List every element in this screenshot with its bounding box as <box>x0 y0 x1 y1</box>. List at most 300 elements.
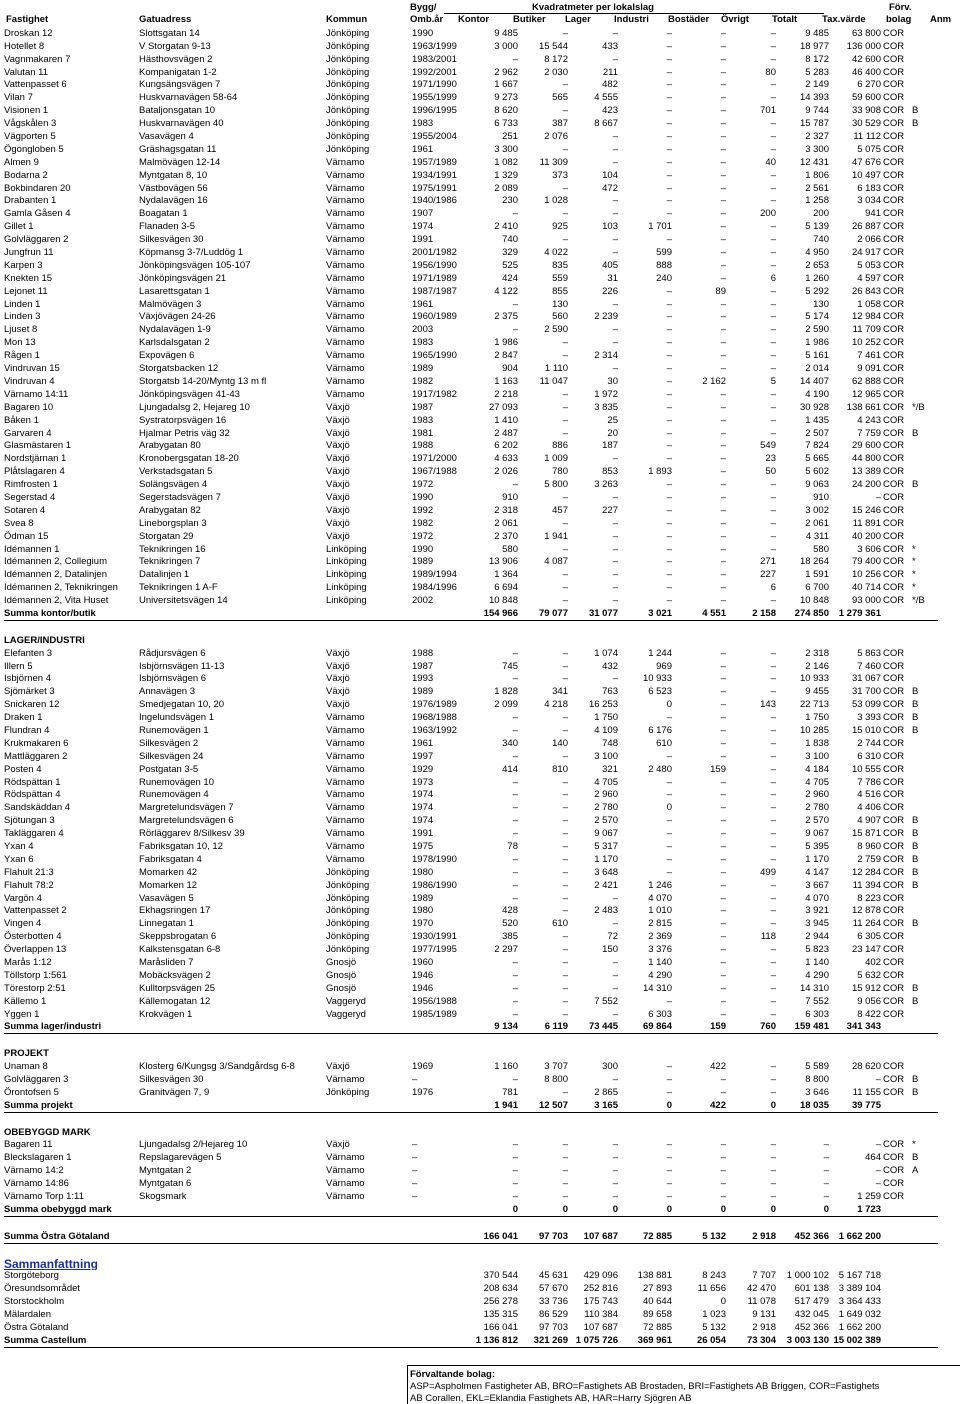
table-cell: – <box>720 1139 726 1151</box>
table-cell: 1970 <box>412 918 434 930</box>
table-cell: 1 075 726 <box>568 1334 618 1347</box>
table-cell: – <box>666 169 672 181</box>
table-cell <box>906 465 938 478</box>
table-cell: Knekten 15 <box>4 272 53 284</box>
table-cell: 10 555 <box>851 763 881 775</box>
table-cell: 7 460 <box>857 660 881 672</box>
table-cell: – <box>720 530 726 542</box>
table-cell: 3 021 <box>618 607 672 620</box>
table-cell: Runemovägen 10 <box>139 776 214 788</box>
table-cell: Värnamo <box>326 815 365 827</box>
table-cell: 4 122 <box>494 285 518 297</box>
table-cell: 59 600 <box>851 92 881 104</box>
table-cell: 50 <box>765 466 776 478</box>
table-cell: 256 278 <box>483 1296 518 1308</box>
table-cell <box>326 1334 410 1347</box>
table-cell: COR <box>883 1178 905 1190</box>
table-cell: B <box>912 866 919 878</box>
table-cell: 5 317 <box>594 841 618 852</box>
table-cell: – <box>512 776 518 788</box>
table-cell <box>906 956 938 969</box>
table-cell: 6 700 <box>805 582 829 594</box>
table-cell: 1975/1991 <box>412 182 457 194</box>
table-cell: 1 140 <box>805 957 829 969</box>
table-cell: – <box>720 479 726 491</box>
table-cell: 4 190 <box>805 388 829 400</box>
table-cell: – <box>720 169 726 181</box>
table-cell: – <box>770 815 776 827</box>
table-cell: 2 744 <box>857 737 881 749</box>
table-cell: 2 318 <box>494 504 518 516</box>
table-cell: – <box>720 156 726 168</box>
col-header-totalt: Totalt <box>772 14 798 25</box>
table-cell: – <box>823 1165 829 1177</box>
table-cell: Vågskålen 3 <box>4 118 57 130</box>
table-cell: – <box>720 569 726 581</box>
table-cell: – <box>562 905 568 917</box>
table-cell: – <box>562 828 568 840</box>
table-cell: 1 010 <box>648 905 672 917</box>
table-cell: – <box>612 582 618 594</box>
table-cell <box>906 323 938 336</box>
col-header-ovrigt: Övrigt <box>721 14 749 25</box>
table-cell: 3 835 <box>594 401 618 413</box>
table-cell: 72 885 <box>618 1230 672 1243</box>
table-cell: Värnamo 14:2 <box>4 1165 64 1177</box>
table-cell: 886 <box>552 440 568 452</box>
table-cell: – <box>720 517 726 529</box>
table-cell: 1 170 <box>805 853 829 865</box>
table-cell: – <box>666 427 672 439</box>
table-cell: 89 <box>715 285 726 297</box>
table-cell: B <box>912 686 919 698</box>
table-cell: – <box>770 79 776 91</box>
table-cell: B <box>912 828 919 840</box>
table-cell <box>906 40 938 53</box>
table-cell: Bataljonsgatan 10 <box>139 105 216 117</box>
table-cell: 8 620 <box>494 105 518 117</box>
table-cell <box>139 1021 326 1034</box>
table-cell: 1981 <box>412 427 434 439</box>
table-cell: 8 960 <box>857 841 881 852</box>
table-cell: 31 700 <box>851 686 881 698</box>
table-cell: – <box>720 815 726 827</box>
table-cell: – <box>720 789 726 801</box>
table-cell: 549 <box>760 440 776 452</box>
table-cell: – <box>562 776 568 788</box>
table-cell: 9 744 <box>805 105 829 117</box>
table-row <box>4 375 938 388</box>
table-cell: – <box>770 169 776 181</box>
table-row <box>4 814 938 827</box>
table-cell: – <box>720 337 726 349</box>
table-cell: Värnamo <box>326 1191 365 1203</box>
summary-row <box>4 1282 938 1295</box>
table-cell: Hästhovsvägen 2 <box>139 53 213 65</box>
table-cell: Linden 3 <box>4 311 41 323</box>
table-cell: Värnamo <box>326 1074 365 1086</box>
table-cell <box>326 1099 410 1112</box>
table-cell: * <box>912 543 916 555</box>
table-cell: – <box>562 866 568 878</box>
table-cell: 520 <box>502 918 518 930</box>
table-cell: 3 707 <box>544 1061 568 1073</box>
table-cell: 5 823 <box>805 944 829 956</box>
table-cell: 5 665 <box>805 453 829 465</box>
table-cell: – <box>612 1139 618 1151</box>
table-cell: – <box>666 337 672 349</box>
table-cell: Värnamo <box>326 324 365 336</box>
table-cell: COR <box>883 802 905 814</box>
table-cell: Rörläggarev 8/Silkesv 39 <box>139 828 245 840</box>
table-row <box>4 568 938 581</box>
summary-row <box>4 1321 938 1334</box>
table-cell: – <box>720 673 726 685</box>
table-cell: Glasmästaren 1 <box>4 440 72 452</box>
table-cell: – <box>562 143 568 155</box>
table-cell: 166 041 <box>483 1321 518 1333</box>
table-cell: 26 843 <box>851 285 881 297</box>
table-cell: Värnamo Torp 1:11 <box>4 1191 84 1203</box>
table-row <box>4 465 938 478</box>
table-cell <box>906 943 938 956</box>
table-cell: Värnamo <box>326 195 365 207</box>
table-cell: 414 <box>502 763 518 775</box>
table-cell: – <box>562 724 568 736</box>
table-cell: – <box>562 350 568 362</box>
table-cell: – <box>770 841 776 852</box>
table-cell: 6 176 <box>648 724 672 736</box>
table-cell: 8 243 <box>702 1270 726 1282</box>
table-cell: 329 <box>502 247 518 259</box>
table-cell: 1 028 <box>544 195 568 207</box>
table-row <box>4 827 938 840</box>
table-cell: – <box>562 337 568 349</box>
table-cell: 4 243 <box>857 414 881 426</box>
table-cell: Summa kontor/butik <box>4 607 139 620</box>
table-cell: – <box>720 491 726 503</box>
table-cell: COR <box>883 504 905 516</box>
table-cell: 2 759 <box>857 853 881 865</box>
table-cell: 2 480 <box>648 763 672 775</box>
table-cell: – <box>562 647 568 659</box>
table-cell: – <box>666 491 672 503</box>
table-cell: – <box>770 789 776 801</box>
table-cell: Klosterg 6/Kungsg 3/Sandgårdsg 6-8 <box>139 1061 295 1073</box>
table-cell: Jönköping <box>326 905 370 917</box>
table-cell: – <box>666 556 672 568</box>
table-cell: COR <box>883 324 905 336</box>
table-cell: Jönköpingsvägen 21 <box>139 272 227 284</box>
table-cell: 274 850 <box>776 607 829 620</box>
table-cell: 810 <box>552 763 568 775</box>
table-cell: 15 010 <box>851 724 881 736</box>
table-cell: – <box>875 1178 881 1190</box>
table-cell: 7 552 <box>805 995 829 1007</box>
table-row <box>4 53 938 66</box>
table-cell: Karpen 3 <box>4 259 43 271</box>
table-cell: 1930/1991 <box>412 931 457 943</box>
spacer-cell <box>4 620 938 633</box>
table-cell: 11 891 <box>852 517 881 529</box>
table-cell: – <box>770 40 776 52</box>
table-cell: – <box>612 247 618 259</box>
col-header-butiker: Butiker <box>513 14 546 25</box>
table-cell: 1 009 <box>544 453 568 465</box>
table-cell: – <box>666 105 672 117</box>
table-cell: 2 960 <box>594 789 618 801</box>
table-cell: Almen 9 <box>4 156 39 168</box>
table-cell: 86 529 <box>538 1309 568 1321</box>
table-cell: 4 087 <box>544 556 568 568</box>
table-cell: – <box>512 479 518 491</box>
table-row <box>4 594 938 607</box>
table-cell: – <box>612 363 618 375</box>
table-cell: 2 061 <box>805 517 829 529</box>
table-cell: 138 881 <box>637 1270 672 1282</box>
table-cell: 8 800 <box>544 1074 568 1086</box>
table-cell: 5 <box>770 375 776 387</box>
table-cell <box>139 1203 326 1216</box>
table-cell: 340 <box>502 737 518 749</box>
table-cell: – <box>720 388 726 400</box>
table-cell: – <box>770 905 776 917</box>
table-cell <box>906 1308 938 1321</box>
table-cell: – <box>612 957 618 969</box>
table-cell: Växjö <box>326 517 350 529</box>
table-cell: – <box>512 53 518 65</box>
table-cell: – <box>612 195 618 207</box>
table-cell: 29 600 <box>851 440 881 452</box>
table-cell: 4 218 <box>544 699 568 711</box>
spacer-cell <box>4 1112 938 1125</box>
table-cell <box>906 440 938 453</box>
table-cell: Österbotten 4 <box>4 931 62 943</box>
table-cell: Systratorpsvägen 16 <box>139 414 227 426</box>
table-cell: – <box>512 957 518 969</box>
table-cell: – <box>562 1086 568 1098</box>
table-cell: – <box>562 208 568 220</box>
table-cell: COR <box>883 569 905 581</box>
table-row <box>4 323 938 336</box>
table-row <box>4 724 938 737</box>
table-cell: 9 067 <box>594 828 618 840</box>
table-cell: 1989 <box>412 556 434 568</box>
table-cell: Fabriksgatan 10, 12 <box>139 841 223 852</box>
table-cell: COR <box>883 699 905 711</box>
table-cell: – <box>666 27 672 39</box>
table-cell: Jönköping <box>326 66 370 78</box>
table-cell: – <box>720 853 726 865</box>
table-cell: – <box>666 363 672 375</box>
table-cell: COR <box>883 272 905 284</box>
table-cell: – <box>666 815 672 827</box>
table-cell: Summa lager/industri <box>4 1021 139 1034</box>
table-cell: 4 022 <box>544 247 568 259</box>
table-cell: 2 487 <box>494 427 518 439</box>
table-cell: COR <box>883 530 905 542</box>
spacer-row <box>4 1112 938 1125</box>
table-cell: 11 155 <box>852 1086 881 1098</box>
table-cell: 2 780 <box>594 802 618 814</box>
table-cell: Silkesvägen 24 <box>139 750 204 762</box>
table-cell: 1 986 <box>805 337 829 349</box>
table-cell: COR <box>883 1061 905 1073</box>
table-cell: COR <box>883 647 905 659</box>
table-row <box>4 930 938 943</box>
table-cell: 560 <box>552 311 568 323</box>
table-cell: COR <box>883 298 905 310</box>
table-cell: – <box>562 1139 568 1151</box>
table-cell: 11 709 <box>852 324 881 336</box>
table-cell: – <box>666 1165 672 1177</box>
table-cell <box>906 414 938 427</box>
table-cell: 5 395 <box>805 841 829 852</box>
table-cell: – <box>770 118 776 130</box>
table-row <box>4 336 938 349</box>
subtotal-row <box>4 1334 938 1347</box>
table-cell: – <box>612 1165 618 1177</box>
table-cell: 1934/1991 <box>412 169 457 181</box>
table-cell: 6 303 <box>805 1008 829 1020</box>
table-cell: COR <box>883 414 905 426</box>
table-cell: 2003 <box>412 324 434 336</box>
table-cell: 208 634 <box>483 1283 518 1295</box>
table-cell: 226 <box>602 285 618 297</box>
table-cell: – <box>720 582 726 594</box>
table-cell: 1982 <box>412 375 434 387</box>
subtotal-row <box>4 607 938 620</box>
table-cell: Lineborgsplan 3 <box>139 517 207 529</box>
table-cell <box>906 517 938 530</box>
table-cell: 2 030 <box>544 66 568 78</box>
table-cell: COR <box>883 479 905 491</box>
table-cell: – <box>612 27 618 39</box>
table-row <box>4 491 938 504</box>
table-cell: 10 252 <box>851 337 881 349</box>
table-cell: Jönköping <box>326 92 370 104</box>
table-cell: 12 984 <box>851 311 881 323</box>
table-cell <box>326 1203 410 1216</box>
table-cell: Växjö <box>326 401 350 413</box>
table-cell: – <box>562 802 568 814</box>
table-cell: 11 078 <box>747 1296 776 1308</box>
table-cell: Jönköping <box>326 892 370 904</box>
table-cell: 5 174 <box>805 311 829 323</box>
table-row <box>4 698 938 711</box>
table-cell: 1996/1995 <box>412 105 457 117</box>
table-cell: Runemovägen 1 <box>139 724 209 736</box>
table-cell: Linköping <box>326 569 367 581</box>
table-cell: – <box>770 543 776 555</box>
table-cell: 7 759 <box>857 427 881 439</box>
table-cell: Visionen 1 <box>4 105 49 117</box>
table-cell: – <box>612 337 618 349</box>
table-cell: 1 279 361 <box>829 607 881 620</box>
table-cell: 150 <box>602 944 618 956</box>
table-cell: – <box>720 414 726 426</box>
table-cell: – <box>666 1178 672 1190</box>
table-cell: 0 <box>666 699 672 711</box>
table-cell: 9 131 <box>752 1309 776 1321</box>
table-cell: Jönköping <box>326 143 370 155</box>
table-cell <box>906 1190 938 1203</box>
table-cell: Granitvägen 7, 9 <box>139 1086 210 1098</box>
table-cell: 1 723 <box>829 1203 881 1216</box>
table-cell: – <box>666 543 672 555</box>
table-cell: – <box>666 712 672 724</box>
table-cell: – <box>512 208 518 220</box>
table-cell: Rödspättan 4 <box>4 789 61 801</box>
table-cell: Jönköpingsvägen 105-107 <box>139 259 251 271</box>
table-cell: 0 <box>776 1203 829 1216</box>
table-cell <box>139 1282 326 1295</box>
table-cell: 5 053 <box>857 259 881 271</box>
table-cell: 230 <box>502 195 518 207</box>
table-cell: Isbjörnsvägen 11-13 <box>139 660 225 672</box>
table-cell: Nordstjärnan 1 <box>4 453 67 465</box>
table-cell: Storgatsbacken 12 <box>139 363 219 375</box>
table-cell: COR <box>883 944 905 956</box>
table-cell: 24 917 <box>851 247 881 259</box>
table-cell: B <box>912 1074 919 1086</box>
table-cell <box>410 1321 460 1334</box>
table-cell: 200 <box>760 208 776 220</box>
table-cell: 565 <box>552 92 568 104</box>
table-cell <box>881 1295 906 1308</box>
table-cell: – <box>823 1152 829 1164</box>
table-row <box>4 892 938 905</box>
table-cell: Vattenpasset 2 <box>4 905 67 917</box>
table-cell: B <box>912 118 919 130</box>
table-cell: Summa obebyggd mark <box>4 1203 139 1216</box>
table-cell: 1 750 <box>594 712 618 724</box>
table-cell: Jönköpingsvägen 41-43 <box>139 388 240 400</box>
table-cell: 5 161 <box>805 350 829 362</box>
table-cell: Ögongloben 5 <box>4 143 64 155</box>
table-cell: 433 <box>602 40 618 52</box>
table-cell: – <box>770 491 776 503</box>
table-cell: 200 <box>813 208 829 220</box>
table-cell: – <box>612 1178 618 1190</box>
table-cell: 0 <box>618 1099 672 1112</box>
table-cell: Myntgatan 8, 10 <box>139 169 208 181</box>
table-cell <box>906 285 938 298</box>
table-cell: – <box>720 699 726 711</box>
table-cell: COR <box>883 182 905 194</box>
table-cell: COR <box>883 853 905 865</box>
table-cell: 6 303 <box>648 1008 672 1020</box>
table-cell: Runemovägen 4 <box>139 789 209 801</box>
table-cell: 610 <box>552 918 568 930</box>
table-cell: – <box>412 1152 418 1164</box>
table-cell: Värnamo <box>326 285 365 297</box>
summary-row <box>4 1308 938 1321</box>
table-cell: – <box>562 841 568 852</box>
table-cell: Växjö <box>326 673 350 685</box>
table-cell: Värnamo <box>326 750 365 762</box>
table-cell: 1985/1989 <box>412 1008 457 1020</box>
table-cell: Maråsliden 7 <box>139 957 194 969</box>
table-cell: Växjö <box>326 479 350 491</box>
table-cell: Kompanigatan 1-2 <box>139 66 217 78</box>
table-cell: 140 <box>552 737 568 749</box>
table-cell: 1 329 <box>494 169 518 181</box>
table-row <box>4 1177 938 1190</box>
table-cell: – <box>770 595 776 607</box>
table-cell: 8 223 <box>857 892 881 904</box>
table-cell: Överlappen 13 <box>4 944 67 956</box>
